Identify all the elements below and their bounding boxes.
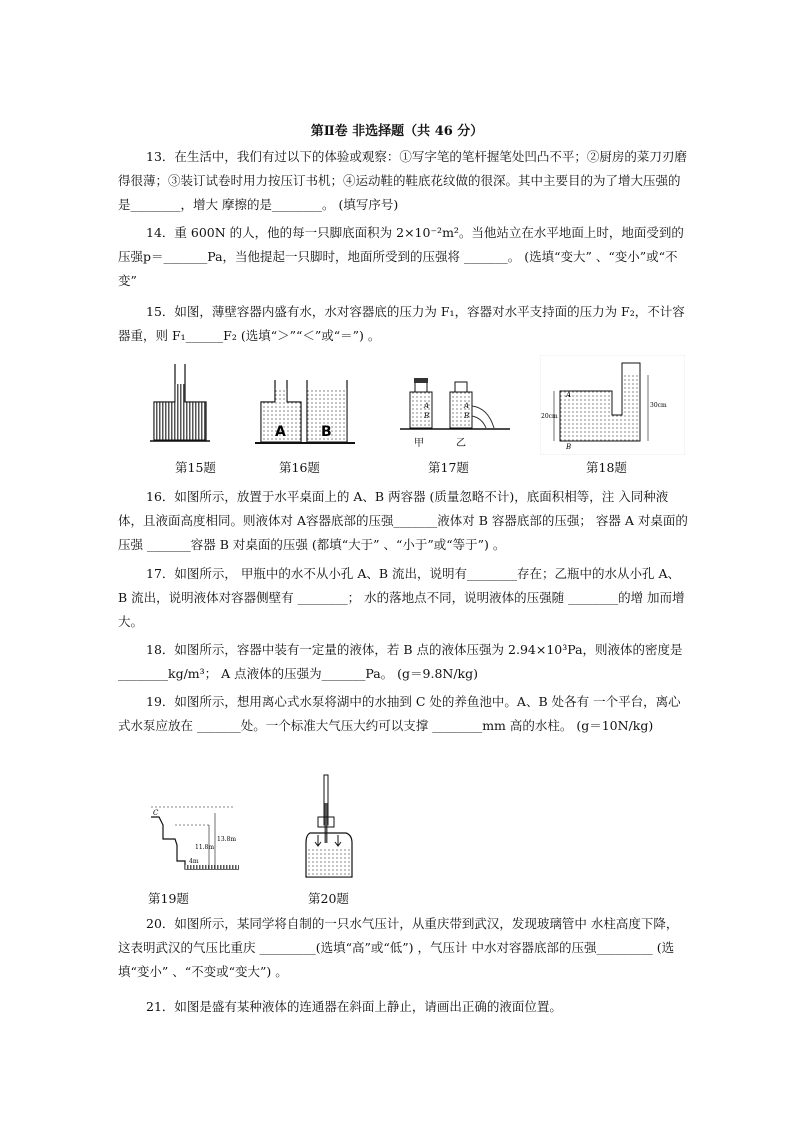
question-14: 14．重 600N 的人，他的每一只脚底面积为 2×10⁻²m²。当他站立在水平地面上时，地面受到的压强p＝_______Pa，当他提起一只脚时，地面所受到的压强将 _______。 (选填“变大” 、“变小”或“不变” bbox=[118, 225, 684, 288]
question-15: 15．如图，薄壁容器内盛有水，水对容器底的压力为 F₁，容器对水平支持面的压力为 F₂，不计容器重，则 F₁______F₂ (选填“＞”“＜”或“＝”) 。 bbox=[118, 304, 685, 343]
caption-18: 第18题 bbox=[586, 460, 627, 475]
question-17: 17．如图所示， 甲瓶中的水不从小孔 A、B 流出，说明有________存在；乙瓶中的水从小孔 A、B 流出，说明液体对容器侧壁有 ________； 水的落地点不同，说明液体的压强随 ________的增 加而增大。 bbox=[118, 566, 685, 629]
svg-text:30cm: 30cm bbox=[650, 402, 667, 409]
svg-text:A: A bbox=[464, 402, 470, 410]
svg-text:A: A bbox=[566, 391, 572, 399]
fig17-label-jia: 甲 bbox=[414, 438, 424, 449]
figure-19 bbox=[145, 805, 255, 885]
figure-16 bbox=[255, 370, 355, 450]
svg-text:B: B bbox=[464, 412, 470, 420]
figure-15 bbox=[150, 362, 210, 447]
svg-text:11.8m: 11.8m bbox=[195, 844, 215, 851]
caption-16: 第16题 bbox=[279, 460, 320, 475]
svg-text:A: A bbox=[424, 402, 430, 410]
question-13: 13．在生活中，我们有过以下的体验或观察：①写字笔的笔杆握笔处凹凸不平；②厨房的菜刀刃磨得很薄；③装订试卷时用力按压订书机；④运动鞋的鞋底花纹做的很深。其中主要目的为了增大压强的是________，增大 摩擦的是________。 (填写序号) bbox=[118, 149, 687, 212]
svg-text:C: C bbox=[153, 809, 159, 817]
svg-text:B: B bbox=[424, 412, 430, 420]
fig16-label-a: A bbox=[275, 424, 286, 440]
question-16: 16．如图所示，放置于水平桌面上的 A、B 两容器 (质量忽略不计)，底面积相等，注 入同种液体，且液面高度相同。则液体对 A容器底部的压强_______液体对 B 容器底部的压强； 容器 A 对桌面的压强 _______容器 B 对桌面的压强 (都填“大于” 、“小于”或“等于”) 。 bbox=[118, 489, 688, 552]
svg-text:4m: 4m bbox=[189, 858, 199, 865]
svg-text:20cm: 20cm bbox=[541, 413, 558, 420]
caption-19: 第19题 bbox=[148, 891, 189, 906]
section-title: 第Ⅱ卷 非选择题（共 46 分） bbox=[310, 124, 484, 139]
svg-text:13.8m: 13.8m bbox=[217, 836, 237, 843]
caption-15: 第15题 bbox=[175, 460, 216, 475]
question-19: 19．如图所示，想用离心式水泵将湖中的水抽到 C 处的养鱼池中。A、B 处各有 一个平台，离心式水泵应放在 _______处。一个标准大气压大约可以支撑 ________mm 高的水柱。 (g＝10N/kg) bbox=[118, 694, 681, 733]
svg-text:B: B bbox=[566, 443, 572, 451]
caption-17: 第17题 bbox=[428, 460, 469, 475]
fig17-label-yi: 乙 bbox=[456, 438, 466, 449]
question-20: 20．如图所示，某同学将自制的一只水气压计，从重庆带到武汉，发现玻璃管中 水柱高度下降，这表明武汉的气压比重庆 _________(选填“高”或“低”) ，气压计 中水对容器底部的压强_________ (选填“变小” 、“不变或“变大”) 。 bbox=[118, 916, 679, 979]
question-21: 21．如图是盛有某种液体的连通器在斜面上静止，请画出正确的液面位置。 bbox=[146, 999, 562, 1014]
figure-17 bbox=[400, 372, 510, 452]
question-18: 18．如图所示，容器中装有一定量的液体，若 B 点的液体压强为 2.94×10³Pa，则液体的密度是________kg/m³； A 点液体的压强为_______Pa。 (g＝9.8N/kg) bbox=[118, 642, 683, 681]
figure-18 bbox=[540, 355, 685, 455]
fig16-label-b: B bbox=[321, 424, 332, 440]
figure-20 bbox=[300, 773, 360, 883]
caption-20: 第20题 bbox=[308, 891, 349, 906]
